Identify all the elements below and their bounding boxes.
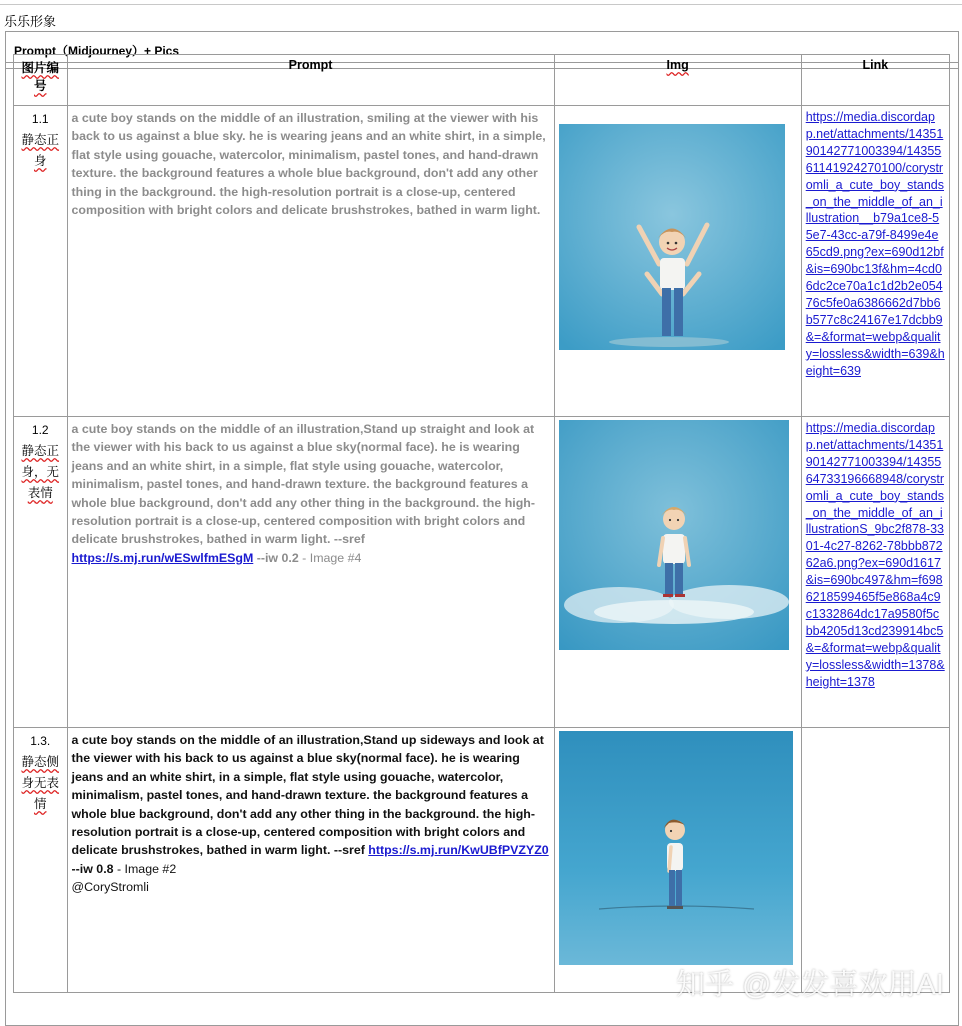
image-suffix: - Image #2 (113, 861, 177, 876)
prompt-table (13, 54, 950, 993)
header-id-label: 图片编号 (21, 61, 60, 93)
iw-param: --iw 0.2 (253, 550, 299, 565)
row-label: 静态正身 (21, 133, 60, 168)
document-title: 乐乐形象 (4, 14, 57, 29)
image-link[interactable]: https://media.discordapp.net/attachments/1435190142771003394/1435561141924270100/corystromli_a_cute_boy_stands_on_the_middle_of_an_illustration__b79a1ce8-55e7-43cc-a79f-8499e4e65cd9.png?ex=690d12bf&is=690bc13f&hm=4cd06dc2ce70a1c1d2b2e05476c5fe0a6386662d7bb6b577c8c24167e17dcbb9&=&format=webp&quality=lossless&width=639&height=639 (805, 110, 945, 378)
prompt-text (72, 420, 550, 567)
image-cell (554, 106, 801, 417)
table-row (14, 417, 950, 728)
watermark: 知乎 @发发喜欢用AI (676, 969, 944, 1001)
link-cell (801, 728, 949, 993)
link-cell (801, 417, 949, 728)
prompt-text: a cute boy stands on the middle of an illustration, smiling at the viewer with his back to us against a blue sky. he is wearing jeans and an white shirt, in a simple, flat style using gouache, watercolor, minimalism, pastel tones, and hand-drawn texture. the background features a whole blue background, don't add any other thing in the background. the high-resolution portrait is a close-up, centered composition with bright colors and delicate brushstrokes, bathed in warm light. (71, 111, 546, 218)
header-img-label: Img (666, 58, 689, 72)
row-id-cell (14, 106, 68, 417)
header-link: Link (801, 55, 949, 106)
row-label-text: 静态正身，无表情 (21, 444, 60, 500)
row-label (18, 441, 63, 504)
row-number: 1.1 (31, 112, 49, 126)
header-prompt: Prompt (67, 55, 554, 106)
row-number: 1.2 (31, 423, 49, 437)
sref-link[interactable]: https://s.mj.run/KwUBfPVZYZ0 (368, 843, 549, 858)
sref-link[interactable]: https://s.mj.run/wESwlfmESgM (71, 550, 254, 565)
prompt-text (72, 731, 550, 878)
image-cell (554, 417, 801, 728)
table-row (14, 106, 950, 417)
table-header-row (14, 55, 950, 106)
iw-param: --iw 0.8 (71, 861, 114, 876)
image-suffix: - Image #4 (298, 550, 362, 565)
section-title: Prompt（Midjourney）+ Pics (14, 44, 180, 58)
boy-standing-image[interactable] (559, 420, 789, 650)
image-link[interactable]: https://media.discordapp.net/attachments/1435190142771003394/1435564733196668948/corystromli_a_cute_boy_stands_on_the_middle_of_an_illustrationS_9bc2f878-3301-4c27-8262-78bbb87262a6.png?ex=690d1617&is=690bc497&hm=f6986218599465f5e868a4c9c1332864dc17a9580f5cbb4205d13cd239914bc5&=&format=webp&quality=lossless&width=1378&height=1378 (805, 421, 945, 689)
row-number: 1.3. (30, 734, 51, 748)
row-label (18, 752, 63, 815)
link-cell (801, 106, 949, 417)
image-cell (554, 728, 801, 993)
prompt-main: a cute boy stands on the middle of an illustration,Stand up sideways and look at the viewer with his back to us against a blue sky(normal face). he is wearing jeans and an white shirt, in a simple, flat style using gouache, watercolor, minimalism, pastel tones, and hand-drawn texture. the background features a whole blue background, don't add any other thing in the background. the high-resolution portrait is a close-up, centered composition with bright colors and delicate brushstrokes, bathed in warm light. --sref (71, 733, 544, 858)
boy-sideways-image[interactable] (559, 731, 793, 965)
row-id-cell (14, 417, 68, 728)
row-label-text: 静态侧身无表情 (21, 755, 60, 811)
boy-arms-up-image[interactable] (559, 124, 785, 350)
table-row (14, 728, 950, 993)
prompt-cell (67, 728, 554, 993)
header-img (554, 55, 801, 106)
prompt-cell (67, 106, 554, 417)
row-id-cell (14, 728, 68, 993)
prompt-cell (67, 417, 554, 728)
prompt-main: a cute boy stands on the middle of an illustration,Stand up straight and look at the viewer with his back to us against a blue sky(normal face). he is wearing jeans and an white shirt, in a simple, flat style using gouache, watercolor, minimalism, pastel tones, and hand-drawn texture. the background features a whole blue background, don't add any other thing in the background. the high-resolution portrait is a close-up, centered composition with bright colors and delicate brushstrokes, bathed in warm light. --sref (71, 422, 535, 547)
header-id (14, 55, 68, 106)
author-handle: @CoryStromli (71, 880, 149, 895)
top-divider (0, 4, 962, 5)
